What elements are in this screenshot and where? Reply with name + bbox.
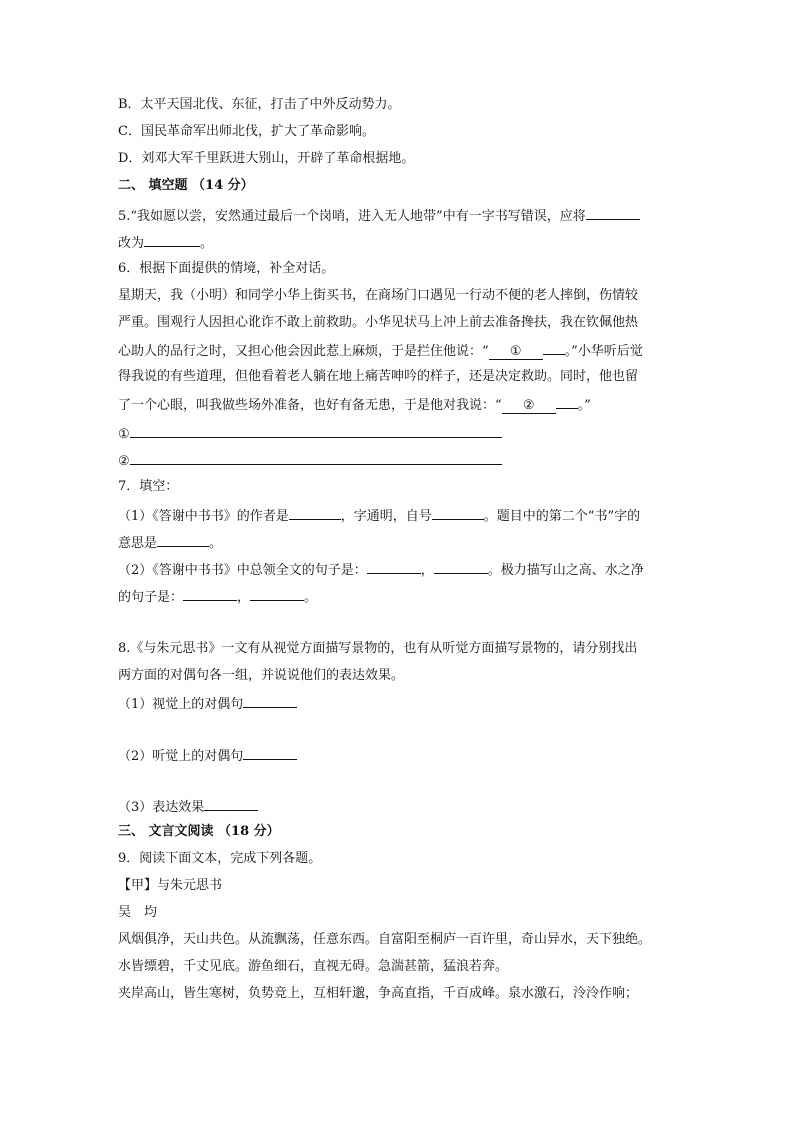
q5-blank-wrong[interactable] <box>586 206 640 220</box>
option-d: D．刘邓大军千里跃进大别山，开辟了革命根据地。 <box>118 151 415 166</box>
option-b: B．太平天国北伐、东征，打击了中外反动势力。 <box>118 97 401 112</box>
q9-heading: 【甲】与朱元思书 <box>118 878 223 893</box>
q7-title: 7．填空： <box>118 479 179 494</box>
q5-line1 <box>118 206 640 226</box>
q7-l1-b: ，字通明，自号 <box>340 509 432 524</box>
q5-text: 5.“我如愿以尝，安然通过最后一个岗哨，进入无人地带”中有一字书写错误，应将 <box>118 209 586 224</box>
q6-p3 <box>118 341 643 361</box>
section-2-title: 二、 填空题 （14 分） <box>118 178 254 193</box>
q7-l2-b: 。 <box>209 536 223 551</box>
q7-blank-desc-1[interactable] <box>183 587 237 601</box>
q6-blank-1-tail <box>543 341 565 355</box>
q6-answer-1-label: ① <box>118 427 130 442</box>
q7-l1-a: （1）《答谢中书书》的作者是 <box>118 509 289 524</box>
q7-l3-c: 。极力描写山之高、水之净 <box>487 563 644 578</box>
q9-title: 9．阅读下面文本，完成下列各题。 <box>118 851 322 866</box>
q7-l2-a: 意思是 <box>118 536 158 551</box>
q7-line4 <box>118 587 317 607</box>
q8-blank-audio[interactable] <box>243 746 297 760</box>
q6-blank-2[interactable]: ② <box>502 399 556 414</box>
q7-line1 <box>118 506 640 526</box>
q5-prefix: 改为 <box>118 236 145 251</box>
q9-author: 吴 均 <box>118 905 158 920</box>
q6-blank-2-tail <box>556 395 578 409</box>
q9-text-2: 水皆缥碧，千丈见底。游鱼细石，直视无碍。急湍甚箭，猛浪若奔。 <box>118 959 509 974</box>
q7-l1-c: 。题目中的第二个“书”字的 <box>483 509 641 524</box>
section-3-title: 三、 文言文阅读 （18 分） <box>118 824 280 839</box>
q8-blank-visual[interactable] <box>243 694 297 708</box>
q7-l4-a: 的句子是： <box>118 590 184 605</box>
q8-sub-1-label: （1）视觉上的对偶句 <box>118 697 244 712</box>
q6-p5-suffix: 。” <box>577 398 591 413</box>
q6-p5-prefix: 了一个心眼，叫我做些场外准备，也好有备无患，于是他对我说：“ <box>118 398 502 413</box>
q7-l4-c: 。 <box>304 590 318 605</box>
q7-blank-author[interactable] <box>289 506 341 520</box>
q6-p2: 严重。围观行人因担心讹诈不敢上前救助。小华见状马上冲上前去准备搀扶，我在钦佩他热 <box>118 315 639 330</box>
q7-blank-meaning[interactable] <box>157 533 209 547</box>
q6-answer-2 <box>118 451 502 471</box>
q8-sub-3-label: （3）表达效果 <box>118 800 205 815</box>
q6-p3-prefix: 心助人的品行之时，又担心他会因此惹上麻烦，于是拦住他说：“ <box>118 344 489 359</box>
q7-line2 <box>118 533 222 553</box>
q9-text-3: 夹岸高山，皆生寒树，负势竞上，互相轩邈，争高直指，千百成峰。泉水激石，泠泠作响； <box>118 986 639 1001</box>
q6-p1: 星期天，我（小明）和同学小华上街买书，在商场门口遇见一行动不便的老人摔倒，伤情较 <box>118 288 639 303</box>
q7-l3-a: （2）《答谢中书书》中总领全文的句子是： <box>118 563 367 578</box>
q7-blank-hao[interactable] <box>432 506 484 520</box>
q6-p3-suffix: 。”小华听后觉 <box>564 344 643 359</box>
q7-line3 <box>118 560 644 580</box>
q6-answer-2-line[interactable] <box>130 451 502 465</box>
q5-line2 <box>118 233 213 253</box>
q8-sub-2-label: （2）听觉上的对偶句 <box>118 749 244 764</box>
q6-title: 6．根据下面提供的情境，补全对话。 <box>118 261 335 276</box>
q8-sub-3 <box>118 797 258 817</box>
q8-line1: 8.《与朱元思书》一文有从视觉方面描写景物的，也有从听觉方面描写景物的，请分别找出 <box>118 641 638 656</box>
q6-p4: 得我说的有些道理，但他看着老人躺在地上痛苦呻吟的样子，还是决定救助。同时，他也留 <box>118 369 639 384</box>
q6-p5 <box>118 395 591 415</box>
q6-answer-1 <box>118 424 502 444</box>
q7-l4-b: ， <box>237 590 251 605</box>
q7-blank-desc-2[interactable] <box>250 587 304 601</box>
q7-blank-general-1[interactable] <box>367 560 421 574</box>
q8-line2: 两方面的对偶句各一组，并说说他们的表达效果。 <box>118 668 405 683</box>
q6-answer-2-label: ② <box>118 454 130 469</box>
option-c: C．国民革命军出师北伐，扩大了革命影响。 <box>118 124 375 139</box>
q8-blank-effect[interactable] <box>204 797 258 811</box>
q9-text-1: 风烟俱净，天山共色。从流飘荡，任意东西。自富阳至桐庐一百许里，奇山异水，天下独绝。 <box>118 932 652 947</box>
q5-suffix: 。 <box>200 236 214 251</box>
q7-l3-b: ， <box>420 563 434 578</box>
q5-blank-correct[interactable] <box>144 233 200 247</box>
q8-sub-2 <box>118 746 297 766</box>
q8-sub-1 <box>118 694 297 714</box>
q6-blank-1[interactable]: ① <box>489 345 543 360</box>
q6-answer-1-line[interactable] <box>130 424 502 438</box>
q7-blank-general-2[interactable] <box>434 560 488 574</box>
